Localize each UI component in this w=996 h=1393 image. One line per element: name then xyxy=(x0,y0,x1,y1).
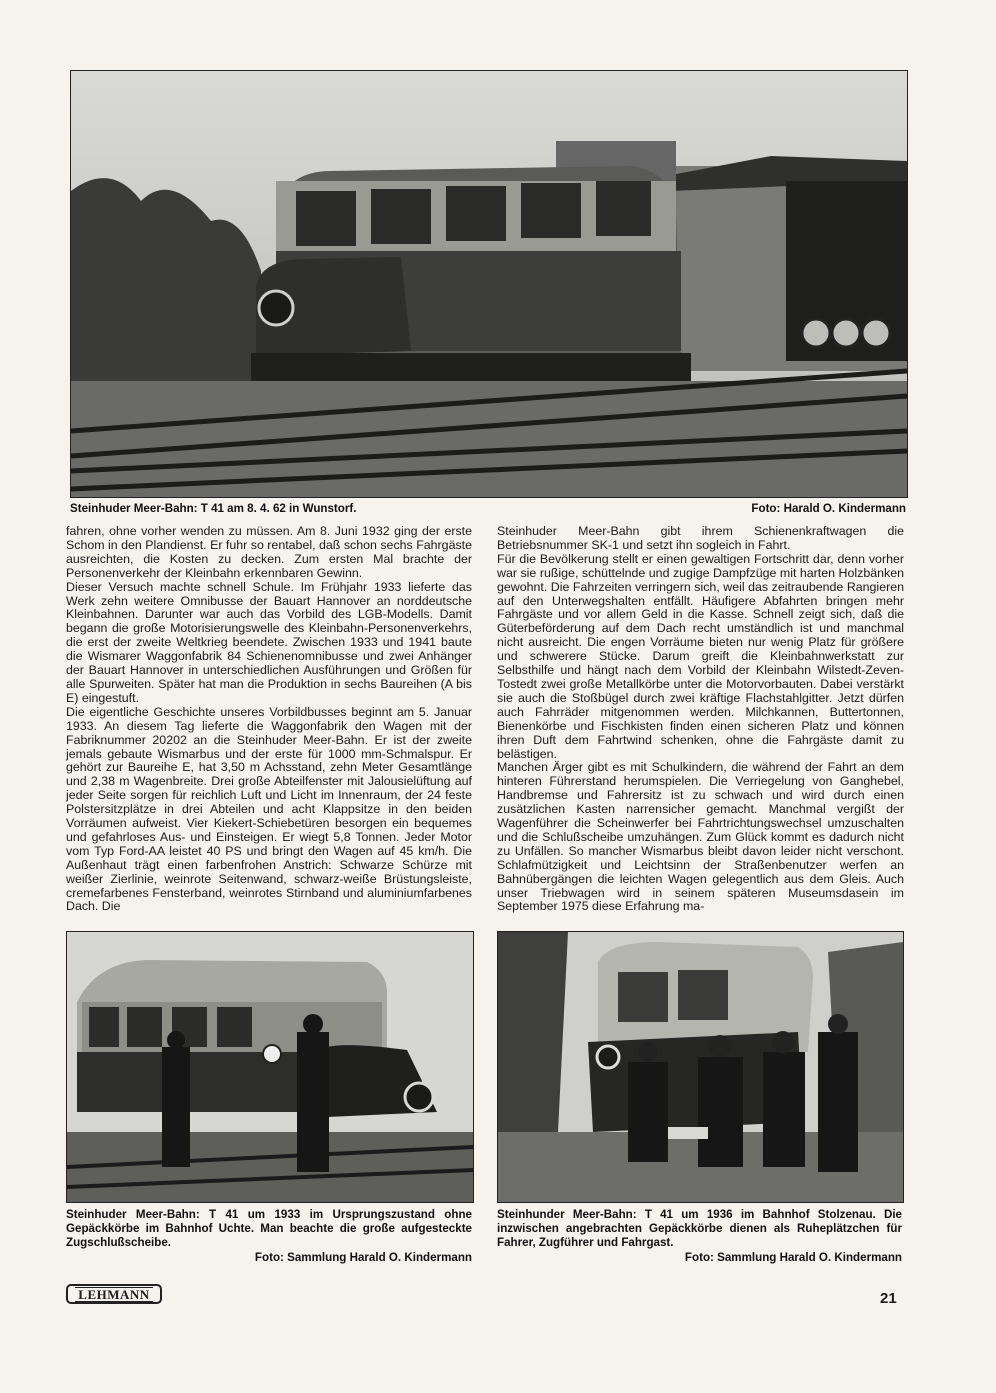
left-paragraph: fahren, ohne vorher wenden zu müssen. Am 8. Juni 1932 ging der erste Schom in den Plandienst. Er fuhr so rentabel, daß schon sechs Fahrgäste ausreichten, die Kosten zu decken. Zum ersten Mal brachte der Personenverkehr der Kleinbahn erkennbaren Gewinn. xyxy=(66,524,472,580)
bottom-right-photo-stolzenau xyxy=(497,931,904,1203)
right-article-column xyxy=(497,525,904,914)
bottom-left-photo-uchte xyxy=(66,931,474,1203)
right-paragraph: Für die Bevölkerung stellt er einen gewaltigen Fortschritt dar, denn vorher war sie rußige, schüttelnde und zugige Dampfzüge mit harten Holzbänken gewohnt. Die Fahrzeiten verringern sich, weil das zeitraubende Rangieren auf den Unterwegshalten entfällt. Häufigere Abfahrten bringen mehr Fahrgäste und vor allem Geld in die Kasse. Schnell zeigt sich, daß die Güterbeförderung auf dem Dach recht umständlich ist und manchmal nicht ausreicht. Die engen Vorräume bieten nur wenig Platz für größere und schwerere Stücke. Darum greift die Kleinbahnwerkstatt zur Selbsthilfe und hängt nach dem Vorbild der Kleinbahn Wilstedt-Zeven-Tostedt zwei große Metallkörbe unter die Motorvorbauten. Dabei verstärkt sie auch die Stoßbügel durch zwei kräftige Flachstahlgitter. Jetzt dürfen auch Fahrräder mitgenommen werden. Milchkannen, Buttertonnen, Bienenkörbe und Fischkisten finden einen sicheren Platz und können ihren Duft dem Fahrtwind schenken, ohne die Fahrgäste damit zu belästigen. xyxy=(497,551,904,761)
left-paragraph: Die eigentliche Geschichte unseres Vorbildbusses beginnt am 5. Januar 1933. An diesem Tag lieferte die Waggonfabrik den Wagen mit der Fabriknummer 20202 an die Steinhuder Meer-Bahn. Er ist der zweite jemals gebaute Wismarbus und der erste für 1000 mm-Schmalspur. Er gehört zur Baureihe E, hat 3,50 m Achsstand, zehn Meter Gesamtlänge und 2,38 m Wagenbreite. Drei große Abteilfenster mit Jalousielüftung auf jeder Seite sorgen für reichlich Luft und Licht im Innenraum, der 24 feste Polstersitzplätze in drei Abteilen und acht Klappsitze in den beiden Vorräumen aufweist. Vier Kiekert-Schiebetüren besorgen ein bequemes und gefahrloses Aus- und Einsteigen. Er wiegt 5,8 Tonnen. Jeder Motor vom Typ Ford-AA leistet 40 PS und bringt den Wagen auf 45 km/h. Die Außenhaut trägt einen farbenfrohen Anstrich: Schwarze Schürze mit weißer Zierlinie, weinrote Seitenwand, schwarz-weiße Brüstungsleiste, cremefarbenes Fensterband, weinrotes Stirnband und aluminiumfarbenes Dach. Die xyxy=(66,704,472,914)
bottom-left-photo-credit: Foto: Sammlung Harald O. Kindermann xyxy=(254,1251,472,1264)
right-paragraph: Manchen Ärger gibt es mit Schulkindern, die während der Fahrt an dem hinteren Führerstand herumspielen. Die Verriegelung von Ganghebel, Handbremse und Fahrersitz ist zu schwach und wird durch einen zusätzlichen Kasten narrensicher gemacht. Manchmal vergißt der Wagenführer die Scheinwerfer bei Fahrtrichtungswechsel umzuschalten und die Schlußscheibe umzuhängen. Zum Glück kommt es dadurch nicht zu Unfällen. So mancher Wismarbus bleibt davon leider nicht verschont. Schlafmützigkeit und Leichtsinn der Straßenbenutzer werfen an Bahnübergängen die leichten Wagen gelegentlich aus dem Gleis. Auch unser Triebwagen wird in seinem späteren Museumsdasein im September 1975 diese Erfahrung ma- xyxy=(497,760,904,914)
top-photo-caption: Steinhuder Meer-Bahn: T 41 am 8. 4. 62 in Wunstorf. xyxy=(70,502,357,515)
bottom-right-photo-caption: Steinhunder Meer-Bahn: T 41 um 1936 im Bahnhof Stolzenau. Die inzwischen angebrachten Gepäckkörbe dienen als Ruheplätzchen für Fahrer, Zugführer und Fahrgast. xyxy=(497,1208,902,1249)
left-article-column xyxy=(66,525,472,914)
bottom-left-photo-caption: Steinhuder Meer-Bahn: T 41 um 1933 im Ursprungszustand ohne Gepäckkörbe im Bahnhof Uchte. Man beachte die große aufgesteckte Zugschlußscheibe. xyxy=(66,1208,472,1249)
top-photo-railcar-wunstorf xyxy=(70,70,908,498)
top-photo-credit: Foto: Harald O. Kindermann xyxy=(751,502,906,515)
left-paragraph: Dieser Versuch machte schnell Schule. Im Frühjahr 1933 lieferte das Werk zehn weitere Omnibusse der Bauart Hannover an norddeutsche Kleinbahnen. Darunter war auch das Vorbild des LGB-Modells. Damit begann die große Motorisierungswelle des Kleinbahn-Personenverkehrs, die erst der zweite Weltkrieg beendete. Zwischen 1933 und 1941 baute die Wismarer Waggonfabrik 84 Schienenomnibusse und zwei Anhänger der Bauart Hannover in unterschiedlichen Ausführungen und Größen für alle Spurweiten. Später hat man die Produktion in sechs Baureihen (A bis E) eingestuft. xyxy=(66,579,472,705)
page-number: 21 xyxy=(880,1290,897,1307)
bottom-right-photo-credit: Foto: Sammlung Harald O. Kindermann xyxy=(684,1251,902,1264)
right-paragraph: Steinhuder Meer-Bahn gibt ihrem Schienenkraftwagen die Betriebsnummer SK-1 und setzt ihn sogleich in Fahrt. xyxy=(497,524,904,552)
lehmann-logo: LEHMANN xyxy=(66,1284,162,1304)
